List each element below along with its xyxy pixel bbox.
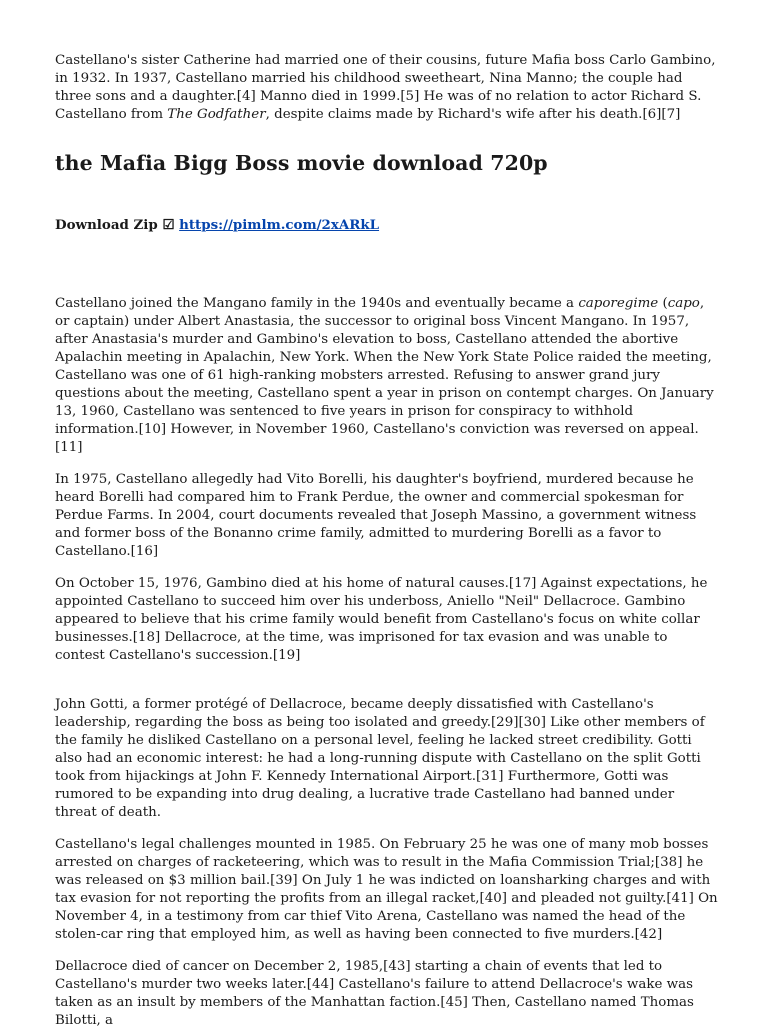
download-label: Download Zip (55, 217, 158, 233)
download-line (55, 216, 720, 234)
term-capo: capo (667, 296, 700, 311)
download-arrow-icon: ☑ (162, 217, 175, 233)
paragraph-1 (55, 295, 720, 457)
intro-text-start: Castellano's sister Catherine had married one of their cousins, future Mafia boss Carlo Gambino, in 1932. In 1937, Castellano married his childhood sweetheart, Nina Manno; the couple had three sons and a daughter.[4] Manno died in 1999.[5] He was of no relation to actor Richard S. Castellano from (55, 53, 716, 122)
paragraph-1-text-a: Castellano joined the Mangano family in the 1940s and eventually became a (55, 296, 579, 311)
paragraph-6: Dellacroce died of cancer on December 2, 1985,[43] starting a chain of events that led to Castellano's murder two weeks later.[44] Castellano's failure to attend Dellacroce's wake was taken as an insult by members of the Manhattan faction.[45] Then, Castellano named Thomas Bilotti, a (55, 959, 694, 1028)
paragraph-4: John Gotti, a former protégé of Dellacroce, became deeply dissatisfied with Castellano's leadership, regarding the boss as being too isolated and greedy.[29][30] Like other members of the family he disliked Castellano on a personal level, feeling he lacked street credibility. Gotti also had an economic interest: he had a long-running dispute with Castellano on the split Gotti took from hijackings at John F. Kennedy International Airport.[31] Furthermore, Gotti was rumored to be expanding into drug dealing, a lucrative trade Castellano had banned under threat of death. (55, 697, 705, 820)
intro-text-end: , despite claims made by Richard's wife after his death.[6][7] (265, 107, 681, 122)
film-title: The Godfather (167, 107, 266, 122)
paragraph-1-text-c: , or captain) under Albert Anastasia, the successor to original boss Vincent Mangano. In 1957, after Anastasia's murder and Gambino's elevation to boss, Castellano attended the abortive Apalachin meeting in Apalachin, New York. When the New York State Police raided the meeting, Castellano was one of 61 high-ranking mobsters arrested. Refusing to answer grand jury questions about the meeting, Castellano spent a year in prison on contempt charges. On January 13, 1960, Castellano was sentenced to five years in prison for conspiracy to withhold information.[10] However, in November 1960, Castellano's conviction was reversed on appeal.[11] (55, 296, 714, 455)
document-body (55, 52, 720, 1030)
page-title: the Mafia Bigg Boss movie download 720p (55, 151, 548, 175)
paragraph-3: On October 15, 1976, Gambino died at his home of natural causes.[17] Against expectations, he appointed Castellano to succeed him over his underboss, Aniello "Neil" Dellacroce. Gambino appeared to believe that his crime family would benefit from Castellano's focus on white collar businesses.[18] Dellacroce, at the time, was imprisoned for tax evasion and was unable to contest Castellano's succession.[19] (55, 576, 708, 663)
download-link[interactable]: https://pimlm.com/2xARkL (179, 217, 380, 233)
paragraph-2: In 1975, Castellano allegedly had Vito Borelli, his daughter's boyfriend, murdered because he heard Borelli had compared him to Frank Perdue, the owner and commercial spokesman for Perdue Farms. In 2004, court documents revealed that Joseph Massino, a government witness and former boss of the Bonanno crime family, admitted to murdering Borelli as a favor to Castellano.[16] (55, 472, 697, 559)
term-caporegime: caporegime (578, 296, 659, 311)
paragraph-1-text-b: ( (658, 296, 668, 311)
intro-paragraph (55, 52, 720, 124)
paragraph-5: Castellano's legal challenges mounted in 1985. On February 25 he was one of many mob bosses arrested on charges of racketeering, which was to result in the Mafia Commission Trial;[38] he was released on $3 million bail.[39] On July 1 he was indicted on loansharking charges and with tax evasion for not reporting the profits from an illegal racket,[40] and pleaded not guilty.[41] On November 4, in a testimony from car thief Vito Arena, Castellano was named the head of the stolen-car ring that employed him, as well as having been connected to five murders.[42] (55, 837, 718, 942)
